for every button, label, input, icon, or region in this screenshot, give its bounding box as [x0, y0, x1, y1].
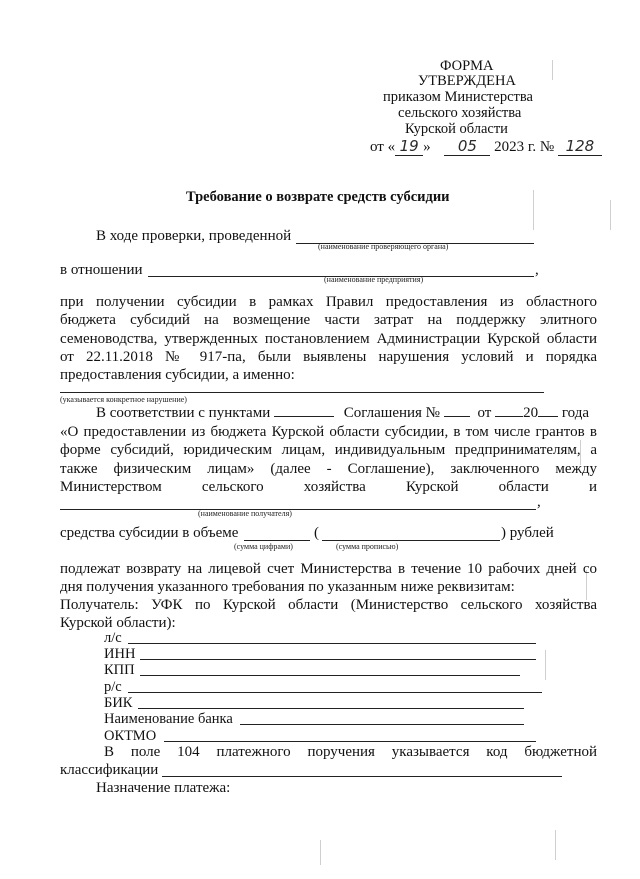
- order-number-handwritten: 128: [558, 137, 602, 156]
- budget-classification-label: классификации: [60, 762, 159, 778]
- amount-words-caption: (сумма прописью): [336, 542, 399, 551]
- amount-words-line: [322, 540, 500, 541]
- agreement-number-blank: [444, 416, 470, 417]
- violation-field-line: [60, 392, 544, 393]
- recipient-caption: (наименование получателя): [198, 509, 292, 518]
- agreement-year-prefix: 20: [523, 405, 539, 421]
- requisite-rs-line: [128, 692, 542, 693]
- paragraph-line: Министерством сельского хозяйства Курской области и: [60, 478, 597, 495]
- requisite-kpp-label: КПП: [104, 662, 135, 678]
- regarding-label: в отношении: [60, 262, 143, 278]
- inspection-caption: (наименование проверяющего органа): [318, 242, 449, 251]
- requisite-oktmo-label: ОКТМО: [104, 728, 157, 744]
- agreement-year-blank: [538, 416, 558, 417]
- agreement-reference-line: [96, 405, 589, 422]
- scan-artifact: [555, 830, 556, 860]
- approval-approved-label: УТВЕРЖДЕНА: [418, 73, 516, 89]
- violation-caption: (указывается конкретное нарушение): [60, 395, 187, 404]
- requisite-oktmo-line: [164, 741, 536, 742]
- paragraph-line: Курской области):: [60, 615, 176, 632]
- date-day-handwritten: 19: [395, 137, 423, 156]
- paragraph-agreement: [60, 423, 597, 496]
- date-month-handwritten: 05: [444, 137, 490, 156]
- scan-artifact: [545, 650, 546, 680]
- agreement-date-blank: [495, 416, 523, 417]
- requisite-bank-line: [240, 724, 524, 725]
- field-104-line: [104, 744, 597, 761]
- paragraph-line: семеноводства, утвержденных постановлением Администрации Курской области: [60, 330, 597, 347]
- agreement-date-label: от: [477, 405, 492, 421]
- requisite-bik-label: БИК: [104, 695, 133, 711]
- paragraph-recipient: [60, 596, 597, 633]
- recipient-comma: ,: [537, 494, 541, 510]
- scan-artifact: [320, 840, 321, 865]
- date-close: »: [423, 139, 431, 155]
- paragraph-line: В поле 104 платежного поручения указывается код бюджетной: [104, 744, 597, 760]
- requisite-inn-line: [140, 659, 536, 660]
- paragraph-return: [60, 560, 597, 597]
- paragraph-line: Получатель: УФК по Курской области (Министерство сельского хозяйства: [60, 597, 597, 613]
- regarding-caption: (наименование предприятия): [324, 275, 424, 284]
- scan-artifact: [610, 200, 611, 230]
- requisite-bank-label: Наименование банка: [104, 711, 233, 727]
- points-blank: [274, 416, 334, 417]
- points-label: В соответствии с пунктами: [96, 405, 271, 421]
- payment-purpose-label: Назначение платежа:: [96, 780, 231, 796]
- budget-classification-line: [162, 776, 562, 777]
- requisite-ls-line: [128, 643, 536, 644]
- paragraph-line: форме субсидий, юридическим лицам, индивидуальным предпринимателям, а: [60, 442, 597, 459]
- requisite-inn-label: ИНН: [104, 646, 136, 662]
- paragraph-line: подлежат возврату на лицевой счет Министерства в течение 10 рабочих дней со: [60, 561, 597, 577]
- paragraph-subsidy-conditions: [60, 293, 597, 384]
- approval-date-line: [370, 137, 602, 156]
- paragraph-line: дня получения указанного требования по указанным ниже реквизитам:: [60, 579, 515, 596]
- scan-artifact: [552, 60, 553, 80]
- document-title: Требование о возврате средств субсидии: [186, 189, 450, 205]
- date-prefix: от «: [370, 139, 396, 155]
- amount-open-paren: (: [314, 525, 319, 541]
- scan-artifact: [533, 190, 534, 230]
- amount-close-paren: ) рублей: [501, 525, 554, 541]
- requisite-rs-label: р/с: [104, 679, 122, 695]
- regarding-comma: ,: [535, 262, 539, 278]
- approval-region-label: Курской области: [405, 121, 508, 137]
- approval-ministry-label: сельского хозяйства: [398, 105, 522, 121]
- paragraph-line: предоставления субсидии, а именно:: [60, 367, 295, 384]
- date-year-number: 2023 г. №: [494, 139, 555, 155]
- amount-digits-caption: (сумма цифрами): [234, 542, 293, 551]
- requisite-kpp-line: [140, 675, 520, 676]
- agreement-year-label: года: [561, 405, 589, 421]
- agreement-number-label: Соглашения №: [343, 405, 440, 421]
- inspection-label: В ходе проверки, проведенной: [96, 228, 292, 244]
- recipient-field-line: [60, 509, 536, 510]
- paragraph-line: «О предоставлении из бюджета Курской области субсидии, в том числе грантов в: [60, 424, 597, 440]
- approval-order-label: приказом Министерства: [383, 89, 533, 105]
- amount-label: средства субсидии в объеме: [60, 525, 239, 541]
- approval-form-label: ФОРМА: [440, 58, 494, 74]
- paragraph-line: бюджета субсидий на возмещение части затрат на поддержку элитного: [60, 312, 597, 329]
- amount-digits-line: [244, 540, 310, 541]
- requisite-bik-line: [138, 708, 524, 709]
- paragraph-line: также физическим лицам» (далее - Соглашение), заключенного между: [60, 460, 597, 477]
- paragraph-line: при получении субсидии в рамках Правил предоставления из областного: [60, 294, 597, 310]
- requisite-ls-label: л/с: [104, 630, 122, 646]
- paragraph-line: от 22.11.2018 № 917-па, были выявлены нарушения условий и порядка: [60, 348, 597, 365]
